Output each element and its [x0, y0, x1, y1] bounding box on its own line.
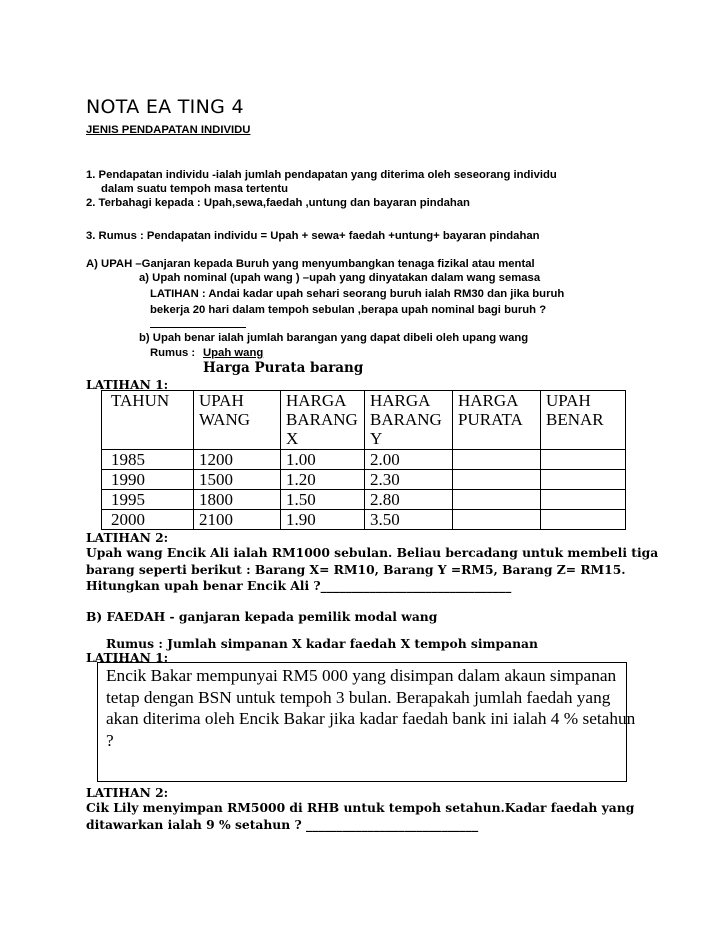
- header-harga-barang-x: HARGA BARANG X: [281, 391, 365, 450]
- point-1-line-2: dalam suatu tempoh masa tertentu: [101, 183, 289, 195]
- answer-line: [150, 327, 246, 328]
- page-title: NOTA EA TING 4: [86, 96, 244, 118]
- table-header-row: [102, 391, 626, 450]
- table-cell: 3.50: [365, 510, 453, 530]
- table-row: [102, 470, 626, 490]
- table-cell-empty[interactable]: [541, 490, 626, 510]
- faedah-latihan-2-line-2: ditawarkan ialah 9 % setahun ? ____________________________: [86, 817, 479, 832]
- upah-latihan-line-1: LATIHAN : Andai kadar upah sehari seorang buruh ialah RM30 dan jika buruh: [150, 288, 565, 300]
- table-cell: 2100: [194, 510, 281, 530]
- faedah-latihan-2-label: LATIHAN 2:: [86, 785, 169, 800]
- header-upah-wang: UPAH WANG: [194, 391, 281, 450]
- header-tahun: TAHUN: [102, 391, 194, 450]
- latihan-1-label: LATIHAN 1:: [86, 377, 169, 392]
- rumus-label: Rumus :: [150, 347, 196, 359]
- table-cell-empty[interactable]: [541, 470, 626, 490]
- latihan-2-line-3: Hitungkan upah benar Encik Ali ?_______________________________: [86, 578, 512, 593]
- table-cell-empty[interactable]: [541, 450, 626, 470]
- faedah-latihan-2-line-1: Cik Lily menyimpan RM5000 di RHB untuk tempoh setahun.Kadar faedah yang: [86, 800, 635, 815]
- latihan-2-line-1: Upah wang Encik Ali ialah RM1000 sebulan. Beliau bercadang untuk membeli tiga: [86, 545, 659, 560]
- header-harga-barang-y: HARGA BARANG Y: [365, 391, 453, 450]
- latihan-2-label: LATIHAN 2:: [86, 530, 169, 545]
- table-row: [102, 450, 626, 470]
- table-cell: 1800: [194, 490, 281, 510]
- question-box-text: [106, 665, 635, 751]
- upah-latihan-line-2: bekerja 20 hari dalam tempoh sebulan ,berapa upah nominal bagi buruh ?: [150, 304, 547, 316]
- table-cell: 1200: [194, 450, 281, 470]
- point-2: 2. Terbahagi kepada : Upah,sewa,faedah ,untung dan bayaran pindahan: [86, 197, 470, 209]
- table-cell-empty[interactable]: [541, 510, 626, 530]
- table-cell: 1995: [102, 490, 194, 510]
- table-cell-empty[interactable]: [453, 490, 541, 510]
- latihan-2-line-2: barang seperti berikut : Barang X= RM10, Barang Y =RM5, Barang Z= RM15.: [86, 562, 626, 577]
- faedah-rumus: Rumus : Jumlah simpanan X kadar faedah X tempoh simpanan: [106, 636, 538, 651]
- table-cell: 1.00: [281, 450, 365, 470]
- question-line: ?: [106, 730, 114, 750]
- question-line: akan diterima oleh Encik Bakar jika kadar faedah bank ini ialah 4 % setahun: [106, 709, 636, 728]
- table-cell: 1.20: [281, 470, 365, 490]
- rumus-denominator: Harga Purata barang: [203, 360, 364, 376]
- table-cell-empty[interactable]: [453, 450, 541, 470]
- section-subtitle: JENIS PENDAPATAN INDIVIDU: [86, 124, 251, 136]
- rumus-numerator: Upah wang: [203, 347, 264, 359]
- table-row: [102, 510, 626, 530]
- point-1-line-1: 1. Pendapatan individu -ialah jumlah pendapatan yang diterima oleh seseorang individu: [86, 169, 557, 181]
- header-harga-purata: HARGA PURATA: [453, 391, 541, 450]
- upah-benar-line: b) Upah benar ialah jumlah barangan yang dapat dibeli oleh upang wang: [139, 332, 529, 344]
- faedah-heading: B) FAEDAH - ganjaran kepada pemilik modal wang: [86, 609, 438, 624]
- question-line: tetap dengan BSN untuk tempoh 3 bulan. Berapakah jumlah faedah yang: [106, 687, 611, 707]
- upah-heading: A) UPAH –Ganjaran kepada Buruh yang menyumbangkan tenaga fizikal atau mental: [86, 258, 535, 270]
- table-cell-empty[interactable]: [453, 470, 541, 490]
- point-3: 3. Rumus : Pendapatan individu = Upah + sewa+ faedah +untung+ bayaran pindahan: [86, 230, 540, 242]
- upah-nominal-line: a) Upah nominal (upah wang ) –upah yang dinyatakan dalam wang semasa: [139, 272, 541, 284]
- table-cell: 1.50: [281, 490, 365, 510]
- table-cell: 1985: [102, 450, 194, 470]
- header-upah-benar: UPAH BENAR: [541, 391, 626, 450]
- table-row: [102, 490, 626, 510]
- faedah-latihan-1-label: LATIHAN 1:: [86, 650, 169, 665]
- table-cell: 1.90: [281, 510, 365, 530]
- table-cell: 2000: [102, 510, 194, 530]
- table-cell: 1500: [194, 470, 281, 490]
- question-line: Encik Bakar mempunyai RM5 000 yang disimpan dalam akaun simpanan: [106, 666, 617, 685]
- latihan-1-table: [101, 390, 626, 530]
- table-cell: 1990: [102, 470, 194, 490]
- table-cell: 2.30: [365, 470, 453, 490]
- table-cell: 2.80: [365, 490, 453, 510]
- table-cell: 2.00: [365, 450, 453, 470]
- table-cell-empty[interactable]: [453, 510, 541, 530]
